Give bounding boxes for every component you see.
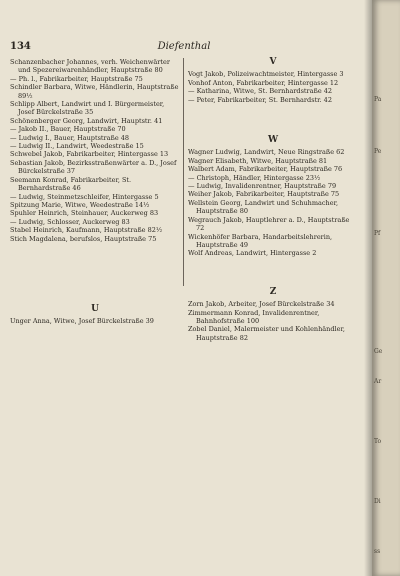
directory-entry: Vogt Jakob, Polizeiwachtmeister, Hintergasse 3: [188, 70, 344, 79]
directory-entry: Wolf Andreas, Landwirt, Hintergasse 2: [188, 249, 317, 258]
directory-entry: — Katharina, Witwe, St. Bernhardstraße 42: [188, 87, 333, 96]
adjacent-text-fragment: Ge: [374, 348, 383, 355]
directory-entry: — Ph. l., Fabrikarbeiter, Hauptstraße 75: [10, 74, 143, 83]
section-letter-v: V: [269, 57, 277, 67]
directory-entry: Schönenberger Georg, Landwirt, Hauptstr. 41: [10, 116, 163, 125]
directory-entry: Schanzenbacher Johannes, verh. Weichenwärter und Spezereiwarenhändler, Hauptstraße 80: [10, 58, 170, 75]
directory-entry: Stich Magdalena, berufslos, Hauptstraße 75: [10, 234, 157, 243]
directory-entry: — Ludwig, Steinmetzschleifer, Hintergasse 5: [10, 192, 159, 201]
directory-entry: Vonhof Anton, Fabrikarbeiter, Hintergasse 12: [188, 78, 339, 87]
adjacent-text-fragment: To: [374, 438, 382, 445]
adjacent-text-fragment: Ar: [374, 378, 382, 385]
adjacent-text-fragment: Pe: [374, 148, 382, 155]
section-gap: [188, 104, 358, 136]
adjacent-text-fragment: Pf: [374, 230, 381, 237]
directory-entry: — Ludwig, Schlosser, Auckerweg 83: [10, 217, 130, 226]
directory-entry: Seemann Konrad, Fabrikarbeiter, St. Bernhardstraße 46: [10, 175, 132, 193]
section-gap: [188, 258, 358, 288]
left-column: [10, 58, 180, 570]
directory-entry: Stabel Heinrich, Kaufmann, Hauptstraße 82½: [10, 226, 163, 235]
running-head: Diefenthal: [157, 41, 211, 52]
section-letter-z: Z: [269, 286, 277, 297]
adjacent-page-edge: [372, 0, 400, 576]
directory-entry: Zimmermann Konrad, Invalidenrentner, Bahnhofstraße 100: [188, 308, 320, 325]
adjacent-text-fragment: Pa: [374, 96, 382, 103]
page-number: 134: [10, 41, 31, 52]
directory-entry: Wegrauch Jakob, Hauptlehrer a. D., Hauptstraße 72: [188, 215, 350, 233]
directory-entry: — Ludwig, Invalidenrentner, Hauptstraße 79: [188, 182, 337, 191]
directory-entry: Schindler Barbara, Witwe, Händlerin, Hauptstraße 89½: [10, 83, 179, 100]
directory-entry: Weiher Jakob, Fabrikarbeiter, Hauptstraße 75: [188, 190, 340, 199]
section-letter-w: W: [267, 135, 279, 146]
section-gap: [10, 243, 180, 305]
directory-entry: Sebastian Jakob, Bezirksstraßenwärter a. D., Josef Bürckelstraße 37: [10, 158, 177, 176]
directory-entry: Zobel Daniel, Malermeister und Kohlenhändler, Hauptstraße 82: [188, 325, 345, 342]
directory-entry: Wagner Ludwig, Landwirt, Neue Ringstraße 62: [188, 148, 345, 157]
directory-entry: Spitzung Marie, Witwe, Weedestraße 14½: [10, 200, 150, 209]
adjacent-text-fragment: Di: [374, 498, 381, 505]
directory-entry: Wagner Elisabeth, Witwe, Hauptstraße 81: [188, 156, 328, 165]
column-divider: [183, 58, 184, 286]
directory-entry: Unger Anna, Witwe, Josef Bürckelstraße 39: [10, 317, 154, 326]
right-column: [188, 58, 358, 570]
directory-entry: — Jakob II., Bauer, Hauptstraße 70: [10, 125, 126, 134]
directory-entry: Wellstein Georg, Landwirt und Schuhmacher, Hauptstraße 80: [188, 198, 339, 216]
directory-entry: Zorn Jakob, Arbeiter, Josef Bürckelstraße 34: [188, 300, 335, 309]
directory-entry: Walbert Adam, Fabrikarbeiter, Hauptstraße 76: [188, 165, 343, 174]
section-letter-u: U: [91, 303, 99, 314]
directory-entry: — Ludwig I., Bauer, Hauptstraße 48: [10, 133, 130, 142]
directory-entry: Wickenhöfer Barbara, Handarbeitslehrerin, Hauptstraße 49: [188, 232, 333, 249]
directory-entry: — Peter, Fabrikarbeiter, St. Bernhardstr. 42: [188, 95, 332, 104]
directory-entry: — Christoph, Händler, Hintergasse 23½: [188, 173, 321, 182]
adjacent-page-text: [374, 0, 400, 576]
directory-entry: Schlipp Albert, Landwirt und I. Bürgermeister, Josef Bürckelstraße 35: [10, 100, 165, 117]
page-header: [10, 41, 358, 55]
adjacent-text-fragment: ss: [374, 548, 381, 555]
directory-entry: Spuhler Heinrich, Steinhauer, Auckerweg 83: [10, 209, 159, 218]
directory-entry: — Ludwig II., Landwirt, Weedestraße 15: [10, 142, 144, 151]
directory-entry: Schwebel Jakob, Fabrikarbeiter, Hintergasse 13: [10, 150, 169, 159]
